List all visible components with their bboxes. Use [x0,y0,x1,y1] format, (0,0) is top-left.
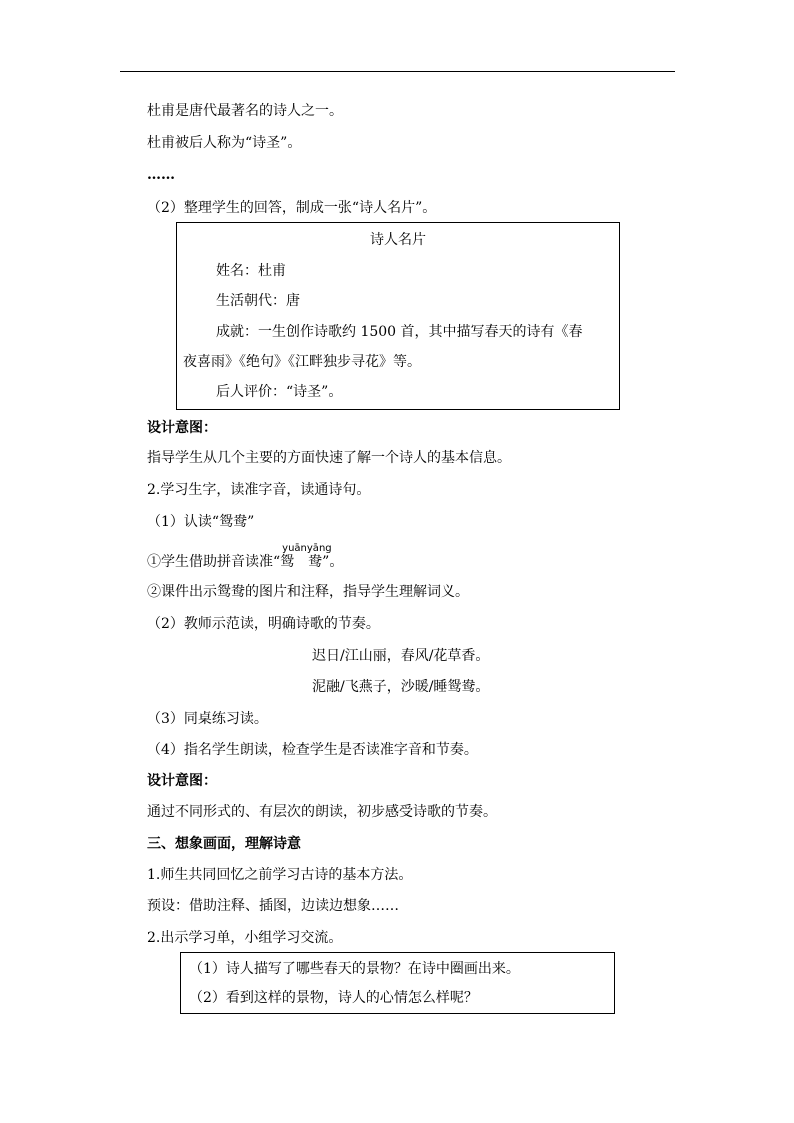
card-achievement: 成就：一生创作诗歌约 1500 首，其中描写春天的诗有《春 [216,324,583,340]
card-title: 诗人名片 [370,232,426,248]
text-line: （2）整理学生的回答，制成一张“诗人名片”。 [147,200,437,216]
step-heading: 2.学习生字，读准字音，读通诗句。 [147,482,371,498]
design-intent-title: 设计意图： [147,420,217,436]
study-question: （2）看到这样的景物，诗人的心情怎么样呢？ [189,990,478,1006]
poet-card [176,222,620,410]
pinyin-base: 鸳 鸯 [280,554,323,570]
design-intent-text: 指导学生从几个主要的方面快速了解一个诗人的基本信息。 [147,450,511,466]
study-question: （1）诗人描写了哪些春天的景物？在诗中圈画出来。 [189,961,520,977]
sub-item: （4）指名学生朗读，检查学生是否读准字音和节奏。 [147,742,478,758]
poem-line: 泥融/飞燕子，沙暖/睡鸳鸯。 [312,679,490,695]
card-evaluation: 后人评价：“诗圣”。 [216,384,343,400]
step-heading: 2.出示学习单，小组学习交流。 [147,930,343,946]
study-sheet-box [180,952,615,1014]
card-dynasty: 生活朝代：唐 [216,293,300,309]
pinyin-annotation: yuānyāng [282,543,332,554]
text-line: 杜甫被后人称为“诗圣”。 [147,135,302,151]
pinyin-line [147,543,344,572]
text-line: 预设：借助注释、插图，边读边想象…… [147,898,399,914]
card-name: 姓名：杜甫 [216,263,286,279]
card-achievement-cont: 夜喜雨》《绝句》《江畔独步寻花》等。 [183,354,421,370]
step-heading: 1.师生共同回忆之前学习古诗的基本方法。 [147,867,413,883]
design-intent-text: 通过不同形式的、有层次的朗读，初步感受诗歌的节奏。 [147,804,497,820]
section-heading: 三、想象画面，理解诗意 [147,836,301,852]
pinyin-word [280,543,332,572]
poem-line: 迟日/江山丽，春风/花草香。 [312,648,490,664]
design-intent-title: 设计意图： [147,773,217,789]
sub-item: （1）认读“鸳鸯” [147,514,255,530]
ellipsis: …… [147,167,175,183]
pinyin-line-pre: ①学生借助拼音读准“ [147,554,281,570]
text-line: 杜甫是唐代最著名的诗人之一。 [147,103,343,119]
pinyin-line-post: ”。 [322,554,344,570]
header-rule [120,71,675,72]
sub-item: （3）同桌练习读。 [147,711,268,727]
text-line: ②课件出示鸳鸯的图片和注释，指导学生理解词义。 [147,584,469,600]
sub-item: （2）教师示范读，明确诗歌的节奏。 [147,616,380,632]
